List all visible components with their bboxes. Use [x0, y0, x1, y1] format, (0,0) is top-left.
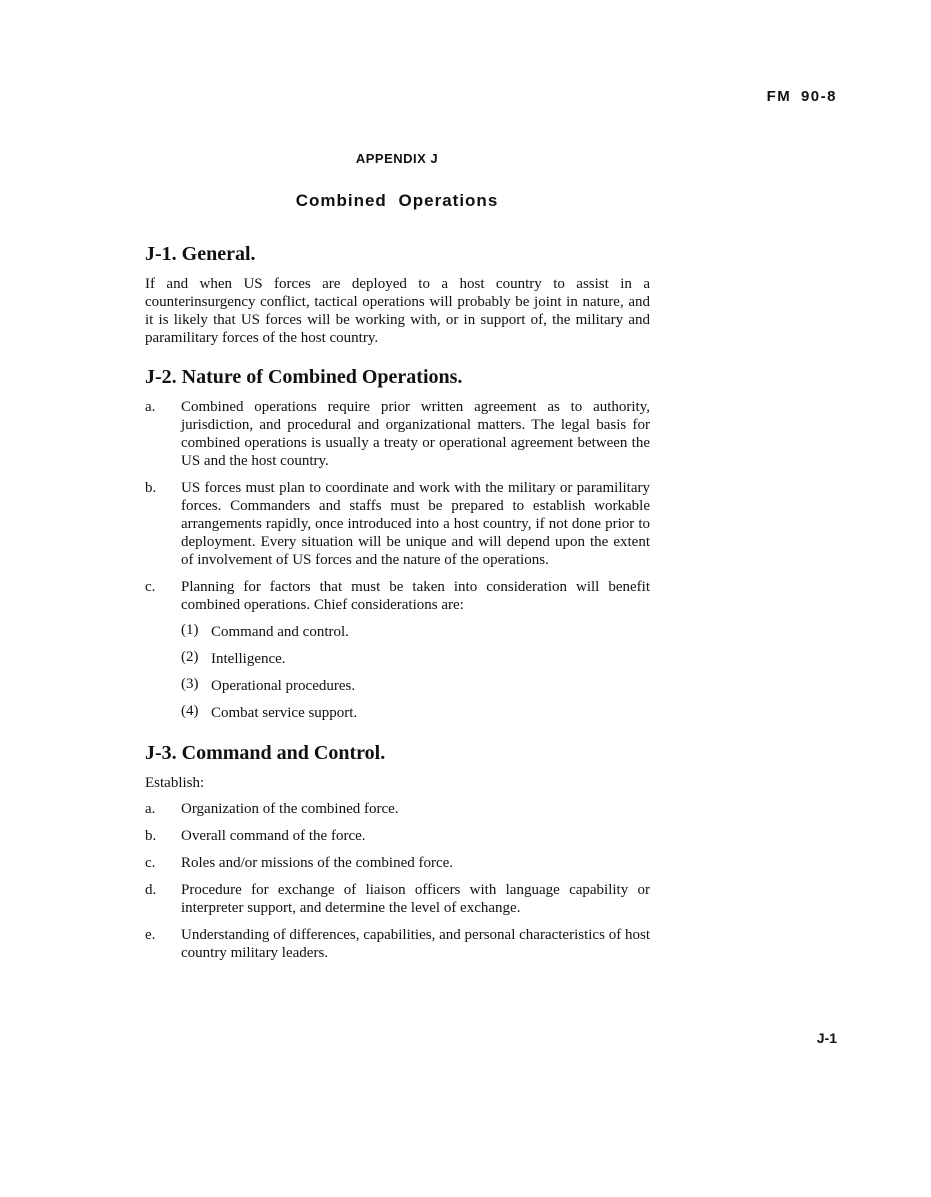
command-intro: Establish: — [145, 775, 205, 791]
item-letter: b. — [145, 480, 157, 496]
item-letter: a. — [145, 399, 156, 415]
consideration-text: Intelligence. — [211, 651, 286, 667]
list-item — [145, 578, 650, 614]
item-text: Organization of the combined force. — [181, 801, 399, 817]
consideration-item — [181, 650, 650, 668]
consideration-item — [181, 677, 650, 695]
list-item — [145, 479, 650, 569]
appendix-title: Combined Operations — [295, 191, 499, 210]
item-text: Combined operations require prior written agreement as to authority, jurisdiction, and procedural and organizational matters. The legal basis for combined operations is usually a treaty or operational agreement between the US and the host country. — [181, 399, 650, 469]
item-letter: e. — [145, 927, 156, 943]
item-text: Procedure for exchange of liaison officers with language capability or interpreter support, and determine the level of exchange. — [181, 882, 650, 916]
item-letter: d. — [145, 882, 157, 898]
general-paragraph: If and when US forces are deployed to a host country to assist in a counterinsurgency conflict, tactical operations will probably be joint in nature, and it is likely that US forces will be working with, or in support of, the military and paramilitary forces of the host country. — [145, 276, 650, 346]
item-text: US forces must plan to coordinate and work with the military or paramilitary forces. Commanders and staffs must be prepared to establish workable arrangements rapidly, once introduced into a host country, if not done prior to deployment. Every situation will be unique and will depend upon the extent of involvement of US forces and the nature of the operations. — [181, 480, 650, 568]
consideration-number: (1) — [181, 622, 199, 638]
page-number: J-1 — [816, 1030, 837, 1046]
section-heading-command: J-3. Command and Control. — [145, 742, 386, 764]
list-item — [145, 926, 650, 962]
consideration-item — [181, 704, 650, 722]
consideration-text: Combat service support. — [211, 705, 358, 721]
item-text: Understanding of differences, capabilities, and personal characteristics of host country military leaders. — [181, 927, 650, 961]
consideration-item — [181, 623, 650, 641]
section-heading-general: J-1. General. — [145, 243, 256, 265]
consideration-text: Command and control. — [211, 624, 349, 640]
item-letter: a. — [145, 801, 156, 817]
list-item — [145, 398, 650, 470]
list-item — [145, 827, 650, 845]
list-item — [145, 800, 650, 818]
item-text: Planning for factors that must be taken into consideration will benefit combined operations. Chief considerations are: — [181, 579, 650, 613]
item-letter: c. — [145, 855, 156, 871]
item-letter: b. — [145, 828, 157, 844]
document-id: FM 90-8 — [766, 88, 837, 105]
list-item — [145, 854, 650, 872]
section-spacer — [145, 731, 650, 741]
item-text: Overall command of the force. — [181, 828, 366, 844]
section-heading-nature: J-2. Nature of Combined Operations. — [145, 366, 463, 388]
consideration-number: (4) — [181, 703, 199, 719]
item-text: Roles and/or missions of the combined force. — [181, 855, 454, 871]
item-letter: c. — [145, 579, 156, 595]
list-item — [145, 881, 650, 917]
appendix-label: APPENDIX J — [355, 151, 439, 166]
consideration-number: (3) — [181, 676, 199, 692]
page-content — [145, 242, 650, 971]
consideration-number: (2) — [181, 649, 199, 665]
considerations-list — [181, 623, 650, 722]
consideration-text: Operational procedures. — [211, 678, 356, 694]
